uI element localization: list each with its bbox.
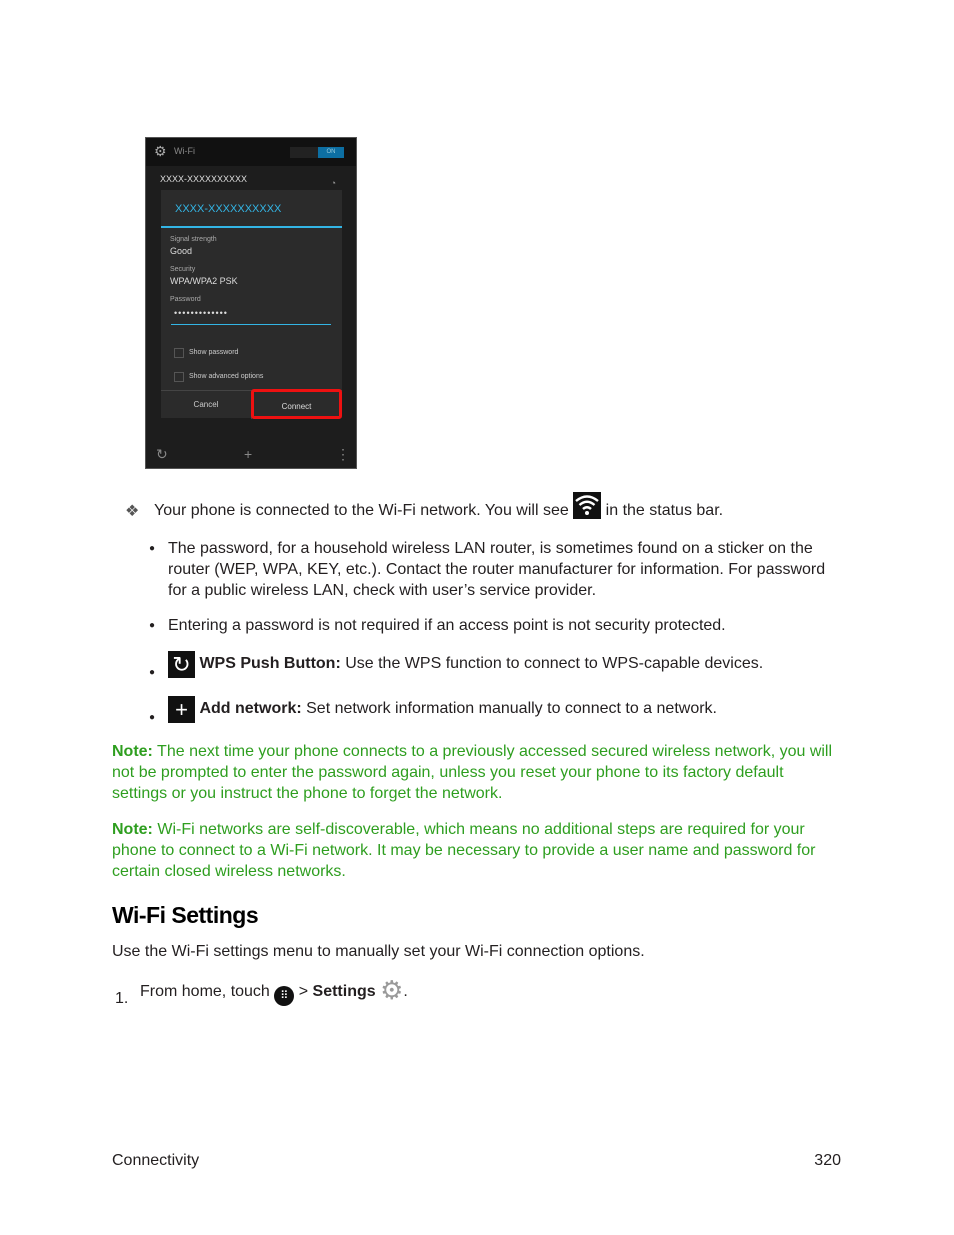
show-advanced-checkbox xyxy=(174,372,184,382)
bullet-no-password: Entering a password is not required if an access point is not security protected. xyxy=(168,617,726,634)
note-label: Note: xyxy=(112,821,153,838)
section-heading: Wi-Fi Settings xyxy=(112,902,259,928)
password-underline xyxy=(171,324,331,325)
security-value: WPA/WPA2 PSK xyxy=(170,276,238,286)
wifi-toggle: ON xyxy=(318,147,344,158)
security-label: Security xyxy=(170,266,196,273)
bullet-dot: ● xyxy=(149,620,156,631)
signal-label: Signal strength xyxy=(170,236,217,243)
note-label: Note: xyxy=(112,743,153,760)
note-text: The next time your phone connects to a previously accessed secured wireless network, you will not be prompted to enter the password again, unless you reset your phone to its factory default settings or you instruct the phone to forget the network. xyxy=(112,743,833,802)
wifi-connected-icon xyxy=(573,492,601,519)
wifi-action-bar xyxy=(146,138,356,166)
note-text: Wi-Fi networks are self-discoverable, which means no additional steps are required for your phone to connect to a Wi-Fi network. It may be necessary to provide a user name and password for certain closed wireless networks. xyxy=(112,821,816,880)
settings-gear-icon: ⚙ xyxy=(154,143,167,159)
connect-dialog xyxy=(161,190,342,418)
result-after: in the status bar. xyxy=(605,502,724,519)
wifi-signal-icon: ◔ xyxy=(330,178,336,188)
dialog-title: XXXX-XXXXXXXXXX xyxy=(175,203,282,215)
section-intro: Use the Wi-Fi settings menu to manually set your Wi-Fi connection options. xyxy=(112,943,645,960)
wps-label: WPS Push Button: xyxy=(199,655,341,672)
footer-section: Connectivity xyxy=(112,1152,200,1169)
wps-push-icon: ↻ xyxy=(168,651,195,678)
bullet-add-network xyxy=(168,696,838,723)
bullet-dot: ● xyxy=(149,712,156,723)
show-advanced-label: Show advanced options xyxy=(189,373,264,380)
connect-button: Connect xyxy=(251,389,342,419)
bullet-dot: ● xyxy=(149,667,156,678)
password-label: Password xyxy=(170,296,201,303)
page-number: 320 xyxy=(814,1152,841,1169)
result-before: Your phone is connected to the Wi-Fi network. You will see xyxy=(154,502,569,519)
diamond-bullet-icon: ❖ xyxy=(125,503,140,520)
show-password-checkbox xyxy=(174,348,184,358)
add-icon: + xyxy=(244,446,253,462)
add-network-label: Add network: xyxy=(199,700,302,717)
wifi-toggle-off-part xyxy=(290,147,318,158)
dialog-divider xyxy=(161,226,342,228)
cancel-button: Cancel xyxy=(161,391,252,419)
signal-value: Good xyxy=(170,246,193,256)
phone-screenshot xyxy=(145,137,357,469)
password-field: ••••••••••••• xyxy=(174,308,228,318)
step-separator: > xyxy=(294,983,313,1000)
wps-text: Use the WPS function to connect to WPS-capable devices. xyxy=(340,655,764,672)
wps-icon: ↻ xyxy=(156,446,168,462)
bullet-dot: ● xyxy=(149,543,156,554)
show-password-label: Show password xyxy=(189,349,239,356)
add-network-icon: + xyxy=(168,696,195,723)
note-discoverable xyxy=(112,819,837,882)
add-network-text: Set network information manually to connect to a network. xyxy=(301,700,717,717)
step-number: 1. xyxy=(115,990,129,1007)
step-text: From home, touch xyxy=(140,983,270,1000)
step-line xyxy=(140,975,640,1006)
note-password xyxy=(112,741,837,804)
bullet-password-sticker: The password, for a household wireless LAN router, is sometimes found on a sticker on the router (WEP, WPA, KEY, etc.). Contact the router manufacturer for information. For password for a public wireless LAN, check with user’s service provider. xyxy=(168,540,826,599)
apps-icon: ⠿ xyxy=(274,986,294,1006)
settings-gear-icon: ⚙ xyxy=(380,975,404,1005)
settings-label: Settings xyxy=(312,983,376,1000)
bullet-wps xyxy=(168,651,838,678)
dialog-buttons xyxy=(161,390,342,419)
result-line xyxy=(154,492,854,521)
step-end: . xyxy=(403,983,408,1000)
network-row: XXXX-XXXXXXXXXX xyxy=(160,174,248,184)
overflow-menu-icon: ⋮ xyxy=(336,446,350,462)
wifi-title: Wi-Fi xyxy=(174,146,195,156)
